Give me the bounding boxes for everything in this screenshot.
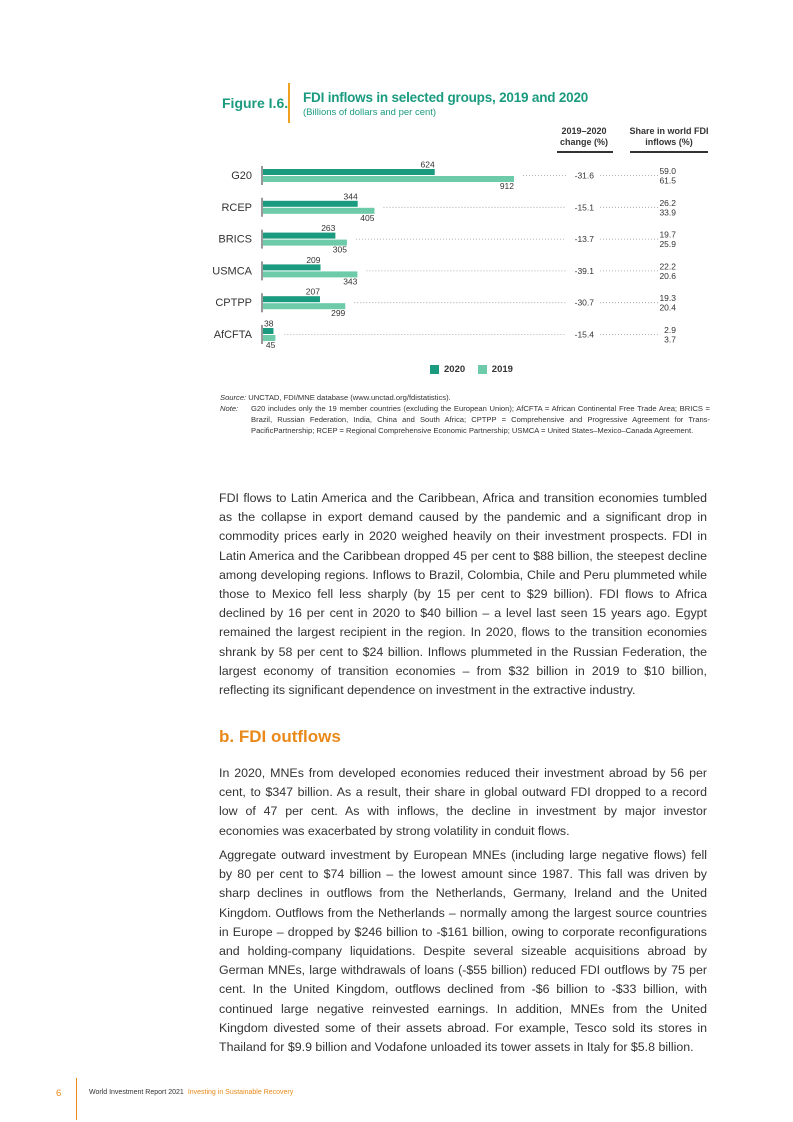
change-value-cptpp: -30.7: [574, 297, 594, 308]
value-label-2020-afcfta: 38: [263, 318, 274, 329]
value-label-2019-brics: 305: [332, 244, 347, 255]
figure-subtitle: (Billions of dollars and per cent): [303, 107, 437, 118]
change-value-afcfta: -15.4: [574, 329, 594, 340]
change-value-brics: -13.7: [574, 234, 594, 245]
change-value-g20: -31.6: [574, 170, 594, 181]
footer-report-title: World Investment Report 2021: [89, 1089, 184, 1096]
share-2019-usmca: 20.6: [659, 270, 676, 281]
bar-2020-usmca: [263, 264, 321, 270]
share-2020-g20: 59.0: [659, 166, 676, 176]
share-2020-brics: 19.7: [659, 229, 676, 240]
share-2019-rcep: 33.9: [659, 207, 676, 218]
figure-label: Figure I.6.: [222, 95, 289, 111]
value-label-2020-usmca: 209: [306, 254, 321, 265]
legend-label-2020: 2020: [444, 364, 466, 375]
value-label-2019-g20: 912: [499, 181, 514, 191]
footer-report-subtitle: Investing in Sustainable Recovery: [187, 1089, 294, 1096]
section-heading: b. FDI outflows: [219, 727, 341, 746]
change-value-rcep: -15.1: [574, 202, 594, 213]
value-label-2019-cptpp: 299: [331, 308, 346, 319]
value-label-2020-rcep: 344: [343, 191, 358, 202]
category-label-afcfta: AfCFTA: [213, 329, 252, 341]
column-header-change-line2: change (%): [559, 137, 608, 147]
value-label-2019-afcfta: 45: [265, 340, 276, 350]
footer-running-title: [89, 1089, 293, 1096]
bar-2020-afcfta: [263, 328, 273, 334]
figure-source: [220, 392, 710, 403]
category-label-g20: G20: [231, 170, 252, 182]
body-paragraph: In 2020, MNEs from developed economies reduced their investment abroad by 56 per cent, to $347 billion. As a result, their share in global outward FDI dropped to a record low of 47 per cent. As with inflows, the decline in investment by major investor economies was exacerbated by strong volatility in conduit flows.: [219, 766, 707, 838]
page-number: 6: [56, 1088, 62, 1099]
legend-swatch-2019: [478, 365, 487, 374]
category-label-usmca: USMCA: [212, 265, 252, 278]
value-label-2019-rcep: 405: [360, 212, 375, 223]
legend-swatch-2020: [430, 365, 439, 374]
bar-2019-g20: [263, 176, 514, 182]
share-2020-rcep: 26.2: [659, 197, 676, 208]
column-header-share-line1: Share in world FDI: [629, 126, 709, 136]
category-label-brics: BRICS: [218, 233, 252, 246]
column-header-change-line1: 2019–2020: [561, 126, 607, 136]
bar-2020-cptpp: [263, 296, 320, 302]
share-2019-afcfta: 3.7: [664, 334, 676, 345]
figure-note: [220, 403, 710, 436]
bar-2020-rcep: [263, 201, 358, 207]
footer-divider: [76, 1078, 77, 1120]
share-2019-cptpp: 20.4: [659, 302, 676, 313]
change-value-usmca: -39.1: [574, 265, 594, 276]
share-2020-afcfta: 2.9: [664, 325, 676, 335]
note-label: Note:: [220, 404, 239, 413]
value-label-2020-g20: 624: [420, 159, 435, 170]
share-2019-g20: 61.5: [659, 175, 676, 186]
category-label-rcep: RCEP: [221, 201, 252, 214]
legend-item-2019: [478, 364, 513, 375]
share-2019-brics: 25.9: [659, 239, 676, 250]
chart-legend: [430, 364, 523, 377]
legend-item-2020: [430, 364, 465, 375]
body-paragraph: Aggregate outward investment by European MNEs (including large negative flows) fell by 80 per cent to $74 billion – the lowest amount since 1987. This fall was driven by sharp declines in outflows from the Netherlands, Germany, Ireland and the United Kingdom. Outflows from the Netherlands – normally among the largest source countries in Europe – dropped by $246 billion to -$161 billion, owing to corporate reconfigurations and holding-company liquidations. Despite several sizeable acquisitions abroad by German MNEs, large withdrawals of loans (-$55 billion) reduced FDI outflows by 75 per cent. In the United Kingdom, outflows declined from -$6 billion to -$33 billion, with continued large negative reinvested earnings. In addition, MNEs from the United Kingdom divested some of their assets abroad. For example, Tesco sold its stores in Thailand for $9.9 billion and Vodafone unloaded its tower assets in Italy for $5.8 billion.: [219, 848, 707, 1055]
value-label-2019-usmca: 343: [343, 276, 358, 287]
body-paragraph: FDI flows to Latin America and the Caribbean, Africa and transition economies tumbled as the collapse in export demand caused by the pandemic and a significant drop in commodity prices early in 2020 weighed heavily on their investment prospects. FDI in Latin America and the Caribbean dropped 45 per cent to $88 billion, the steepest decline among developing regions. Inflows to Brazil, Colombia, Chile and Peru plummeted while those to Mexico fell less sharply (by 15 per cent to $29 billion). FDI flows to Africa declined by 16 per cent in 2020 to $40 billion – a level last seen 15 years ago. Egypt remained the largest recipient in the region. In 2020, flows to the transition economies shrank by 58 per cent to $24 billion. Inflows plummeted in the Russian Federation, the largest economy of transition economies – from $32 billion in 2019 to $10 billion, reflecting its significant dependence on investment in the extractive industry.: [219, 491, 707, 698]
value-label-2020-brics: 263: [321, 223, 336, 234]
fdi-bar-chart: [0, 0, 793, 400]
column-header-share-line2: inflows (%): [645, 137, 693, 147]
share-2020-cptpp: 19.3: [659, 293, 676, 304]
bar-2020-brics: [263, 233, 335, 239]
note-text: G20 includes only the 19 member countries (excluding the European Union); AfCFTA = African Continental Free Trade Area; BRICS = Brazil, Russian Federation, India, China and South Africa; CPTPP = Comprehensive and Progressive Agreement for Trans-PacificPartnership; RCEP = Regional Comprehensive Economic Partnership; USMCA = United States–Mexico–Canada Agreement.: [251, 404, 710, 435]
bar-2020-g20: [263, 169, 435, 175]
bar-2019-rcep: [263, 208, 374, 214]
legend-label-2019: 2019: [491, 364, 513, 375]
value-label-2020-cptpp: 207: [305, 286, 320, 297]
source-label: Source:: [220, 393, 247, 402]
source-text: UNCTAD, FDI/MNE database (www.unctad.org/fdistatistics).: [248, 393, 451, 402]
category-label-cptpp: CPTPP: [215, 297, 252, 310]
figure-title: FDI inflows in selected groups, 2019 and 2020: [303, 90, 589, 105]
share-2020-usmca: 22.2: [659, 261, 676, 272]
